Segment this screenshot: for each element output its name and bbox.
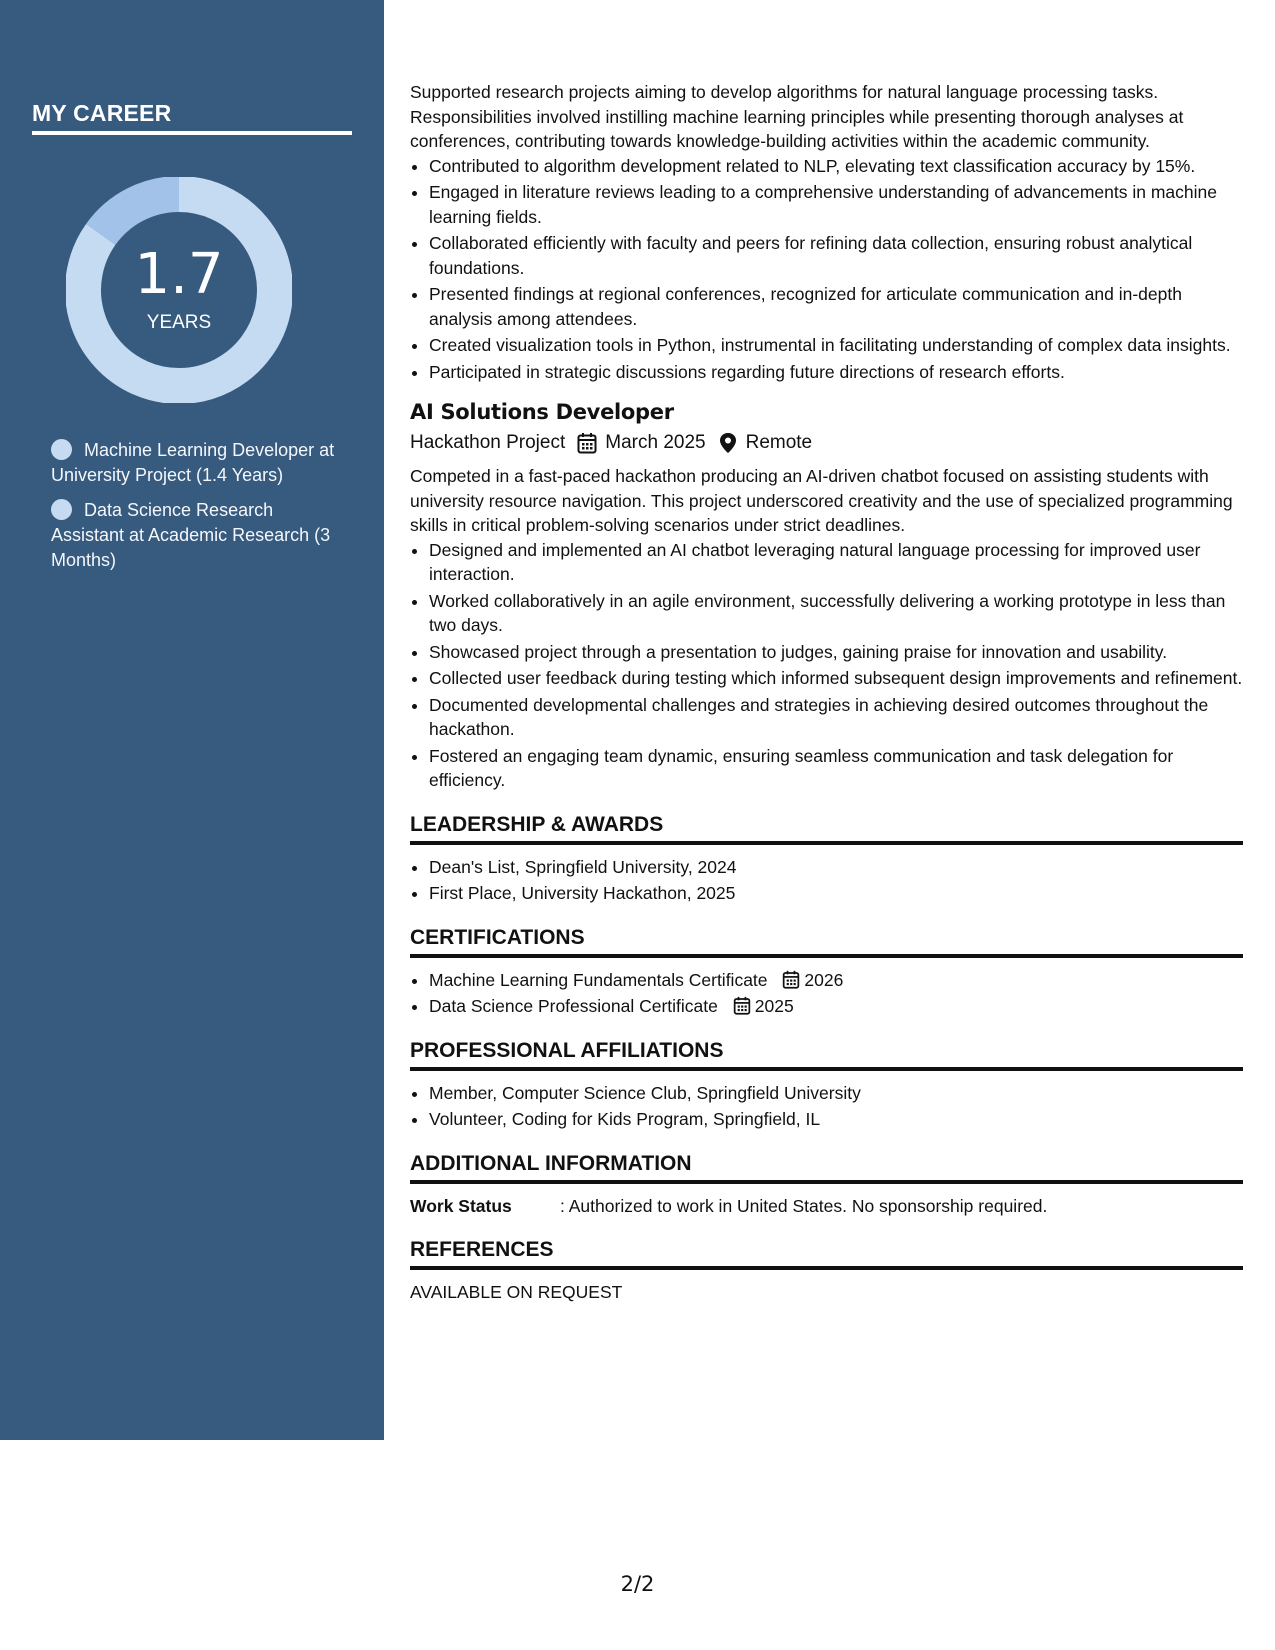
calendar-icon xyxy=(782,970,800,989)
main-content xyxy=(410,80,1243,1304)
job-bullet: • Collaborated efficiently with faculty and peers for refining data collection, ensuring robust analytical foundations. xyxy=(429,231,1243,280)
career-donut-chart xyxy=(66,177,292,403)
donut-segment-2 xyxy=(101,194,179,234)
legend-dot-icon xyxy=(51,499,72,520)
certification-name: Machine Learning Fundamentals Certificate xyxy=(429,969,768,990)
calendar-icon xyxy=(577,432,597,454)
certification-year: 2026 xyxy=(804,969,844,990)
job-title: AI Solutions Developer xyxy=(410,400,674,424)
job-bullet: • Presented findings at regional conferences, recognized for articulate communication and in-depth analysis among attendees. xyxy=(429,282,1243,331)
legend-dot-icon xyxy=(51,439,72,460)
job-location: Remote xyxy=(745,432,813,453)
sidebar xyxy=(0,0,384,1440)
job-bullets xyxy=(410,538,1243,793)
page-number: 2/2 xyxy=(620,1572,655,1596)
additional-info-heading: ADDITIONAL INFORMATION xyxy=(410,1150,1243,1184)
career-legend-item xyxy=(51,498,336,573)
award-item: • Dean's List, Springfield University, 2024 xyxy=(429,855,1243,880)
certifications-list xyxy=(410,968,1243,1019)
job-bullet: • Collected user feedback during testing which informed subsequent design improvements and refinement. xyxy=(429,666,1243,691)
career-heading: MY CAREER xyxy=(32,100,352,135)
calendar-icon xyxy=(733,996,751,1015)
awards-list xyxy=(410,855,1243,906)
job-bullet: • Engaged in literature reviews leading to a comprehensive understanding of advancements in machine learning fields. xyxy=(429,180,1243,229)
work-status-row xyxy=(410,1194,1243,1218)
job-bullet: • Documented developmental challenges and strategies in achieving desired outcomes throughout the hackathon. xyxy=(429,693,1243,742)
job-bullet: • Fostered an engaging team dynamic, ensuring seamless communication and task delegation for efficiency. xyxy=(429,744,1243,793)
references-heading: REFERENCES xyxy=(410,1236,1243,1270)
job-bullets xyxy=(410,154,1243,385)
job-bullet: • Designed and implemented an AI chatbot leveraging natural language processing for improved user interaction. xyxy=(429,538,1243,587)
career-legend-label: Machine Learning Developer at University Project (1.4 Years) xyxy=(51,440,335,485)
job-description: Supported research projects aiming to develop algorithms for natural language processing tasks. Responsibilities involved instilling machine learning principles while presenting thorough analyses at conferences, contributing towards knowledge-building activities within the academic community. xyxy=(410,82,1184,151)
references-text: AVAILABLE ON REQUEST xyxy=(410,1281,623,1302)
career-legend-item xyxy=(51,438,336,488)
job-bullet: • Created visualization tools in Python, instrumental in facilitating understanding of complex data insights. xyxy=(429,333,1243,358)
job-bullet: • Participated in strategic discussions regarding future directions of research efforts. xyxy=(429,360,1243,385)
certifications-heading: CERTIFICATIONS xyxy=(410,924,1243,958)
career-legend xyxy=(51,438,336,583)
certification-item xyxy=(429,968,1243,993)
job-description: Competed in a fast-paced hackathon producing an AI-driven chatbot focused on assisting students with university resource navigation. This project underscored creativity and the use of specialized programming skills in critical problem-solving scenarios under strict deadlines. xyxy=(410,466,1233,535)
career-legend-label: Data Science Research Assistant at Academic Research (3 Months) xyxy=(51,500,331,570)
affiliations-list xyxy=(410,1081,1243,1132)
job-bullet: • Worked collaboratively in an agile environment, successfully delivering a working prototype in less than two days. xyxy=(429,589,1243,638)
certification-year: 2025 xyxy=(754,996,794,1016)
job-meta xyxy=(410,430,1243,456)
job-bullet: • Showcased project through a presentation to judges, gaining praise for innovation and usability. xyxy=(429,640,1243,665)
awards-heading: LEADERSHIP & AWARDS xyxy=(410,811,1243,845)
award-item: • First Place, University Hackathon, 2025 xyxy=(429,881,1243,906)
work-status-value: : Authorized to work in United States. No sponsorship required. xyxy=(560,1195,1048,1216)
job-organization: Hackathon Project xyxy=(410,432,566,453)
work-status-label: Work Status xyxy=(410,1195,512,1216)
affiliation-item: • Member, Computer Science Club, Springfield University xyxy=(429,1081,1243,1106)
location-pin-icon xyxy=(718,432,738,454)
affiliation-item: • Volunteer, Coding for Kids Program, Springfield, IL xyxy=(429,1107,1243,1132)
total-years-value: 1.7 xyxy=(134,242,224,307)
job-date: March 2025 xyxy=(605,432,706,453)
certification-name: Data Science Professional Certificate xyxy=(429,996,718,1016)
job-bullet: • Contributed to algorithm development related to NLP, elevating text classification accuracy by 15%. xyxy=(429,154,1243,179)
total-years-unit: YEARS xyxy=(146,312,212,333)
certification-item xyxy=(429,994,1243,1019)
affiliations-heading: PROFESSIONAL AFFILIATIONS xyxy=(410,1037,1243,1071)
